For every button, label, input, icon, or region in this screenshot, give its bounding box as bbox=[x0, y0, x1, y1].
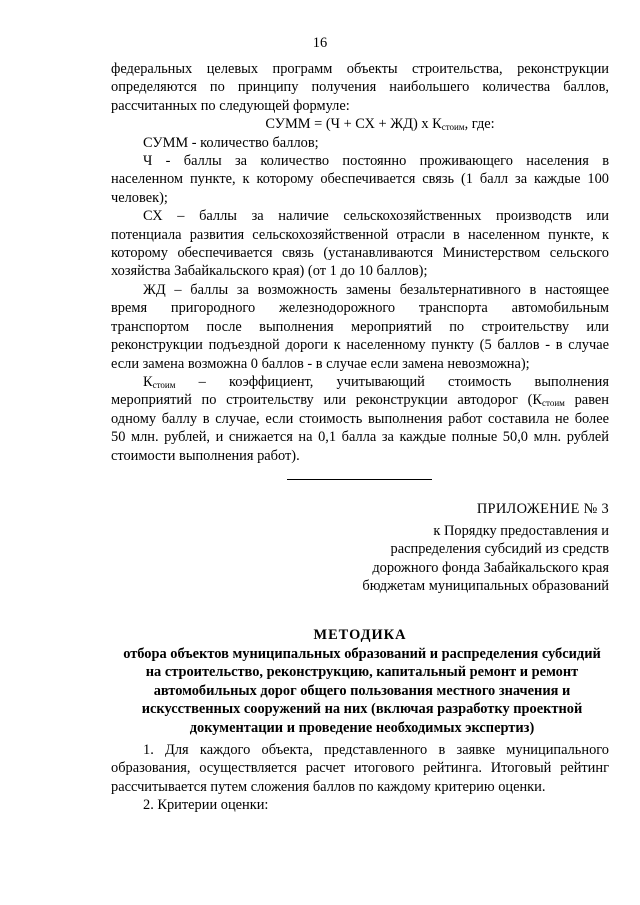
text-line: федеральных целевых программ объекты строительства, реконструкции bbox=[111, 61, 609, 77]
ch-definition-line: человек); bbox=[111, 189, 168, 206]
methodology-subtitle-line: на строительство, реконструкцию, капитальный ремонт и ремонт bbox=[145, 664, 579, 681]
zhd-definition-line: если замена возможна 0 баллов - в случае если замена невозможна); bbox=[111, 355, 530, 372]
formula-tail: , где: bbox=[464, 116, 495, 133]
k-definition-line: стоимости выполнения работ). bbox=[111, 447, 300, 464]
sx-definition-line: которому обеспечивается связь (устанавливаются Министерством сельского bbox=[111, 245, 609, 262]
k-letter: К bbox=[143, 373, 153, 390]
methodology-subtitle-line: документации и проведение необходимых экспертиз) bbox=[189, 719, 535, 736]
appendix-subtitle bbox=[300, 522, 609, 596]
formula bbox=[111, 115, 609, 133]
k-definition-line: 50 млн. рублей, и снижается на 0,1 балла за каждые полные 50,0 млн. рублей bbox=[111, 429, 609, 446]
sx-definition-line: потенциала развития сельскохозяйственной отрасли в населенном пункте, к bbox=[111, 226, 609, 243]
zhd-definition-line: время пригородного железнодорожного транспорта автомобильным bbox=[111, 300, 609, 317]
item1-line: образования, осуществляется расчет итогового рейтинга. Итоговый рейтинг bbox=[111, 760, 609, 777]
zhd-definition-line: реконструкции подъездной дороги к населенному пункту (5 баллов - в случае bbox=[111, 337, 609, 354]
ch-definition-line: населенном пункте, к которому обеспечивается связь (1 балл за каждые 100 bbox=[111, 171, 609, 188]
sx-definition-line: СХ – баллы за наличие сельскохозяйственных производств или bbox=[143, 208, 609, 225]
k-subscript: стоим bbox=[152, 379, 176, 390]
text-line: определяются по принципу получения наибольшего количества баллов, bbox=[111, 79, 609, 96]
k-definition-line bbox=[111, 373, 609, 391]
methodology-subtitle bbox=[104, 645, 620, 737]
k-line2-pre: мероприятий по строительству или реконструкции автодорог (К bbox=[111, 392, 543, 409]
appendix-line: дорожного фонда Забайкальского края bbox=[372, 559, 609, 576]
k-line2-post: равен bbox=[564, 392, 609, 409]
ch-definition-line: Ч - баллы за количество постоянно проживающего населения в bbox=[143, 153, 609, 170]
methodology-subtitle-line: автомобильных дорог общего пользования местного значения и bbox=[153, 682, 571, 699]
formula-section bbox=[111, 60, 609, 465]
appendix-line: к Порядку предоставления и bbox=[433, 523, 609, 539]
item2-line: 2. Критерии оценки: bbox=[143, 797, 269, 814]
appendix-line: распределения субсидий из средств bbox=[390, 541, 609, 558]
appendix-line: бюджетам муниципальных образований bbox=[362, 578, 609, 595]
k-line2-subscript: стоим bbox=[542, 398, 565, 409]
methodology-subtitle-line: отбора объектов муниципальных образований и распределения субсидий bbox=[123, 646, 601, 662]
appendix-title: ПРИЛОЖЕНИЕ № 3 bbox=[476, 501, 609, 517]
k-definition-line: одному баллу в случае, если стоимость выполнения работ составила не более bbox=[111, 410, 609, 427]
methodology-subtitle-line: искусственных сооружений на них (включая разработку проектной bbox=[141, 701, 583, 718]
k-line1-rest: – коэффициент, учитывающий стоимость выполнения bbox=[175, 373, 609, 390]
page-number: 16 bbox=[312, 35, 328, 51]
item1-line: рассчитывается путем сложения баллов по каждому критерию оценки. bbox=[111, 778, 546, 795]
k-definition-line bbox=[111, 391, 609, 409]
zhd-definition-line: ЖД – баллы за возможность замены безальтернативного в настоящее bbox=[143, 281, 609, 298]
sx-definition-line: хозяйства Забайкальского края) (от 1 до 10 баллов); bbox=[111, 263, 428, 280]
formula-main: СУММ = (Ч + СХ + ЖД) х К bbox=[265, 116, 442, 133]
separator-line bbox=[287, 479, 432, 480]
formula-subscript: стоим bbox=[441, 122, 465, 133]
methodology-title: МЕТОДИКА bbox=[313, 627, 407, 643]
zhd-definition-line: транспортом после выполнения мероприятий по строительству или bbox=[111, 318, 609, 335]
text-line: рассчитанных по следующей формуле: bbox=[111, 97, 350, 114]
item1-line: 1. Для каждого объекта, представленного в заявке муниципального bbox=[143, 742, 609, 758]
summ-definition: СУММ - количество баллов; bbox=[143, 134, 319, 151]
methodology-body bbox=[111, 741, 609, 815]
